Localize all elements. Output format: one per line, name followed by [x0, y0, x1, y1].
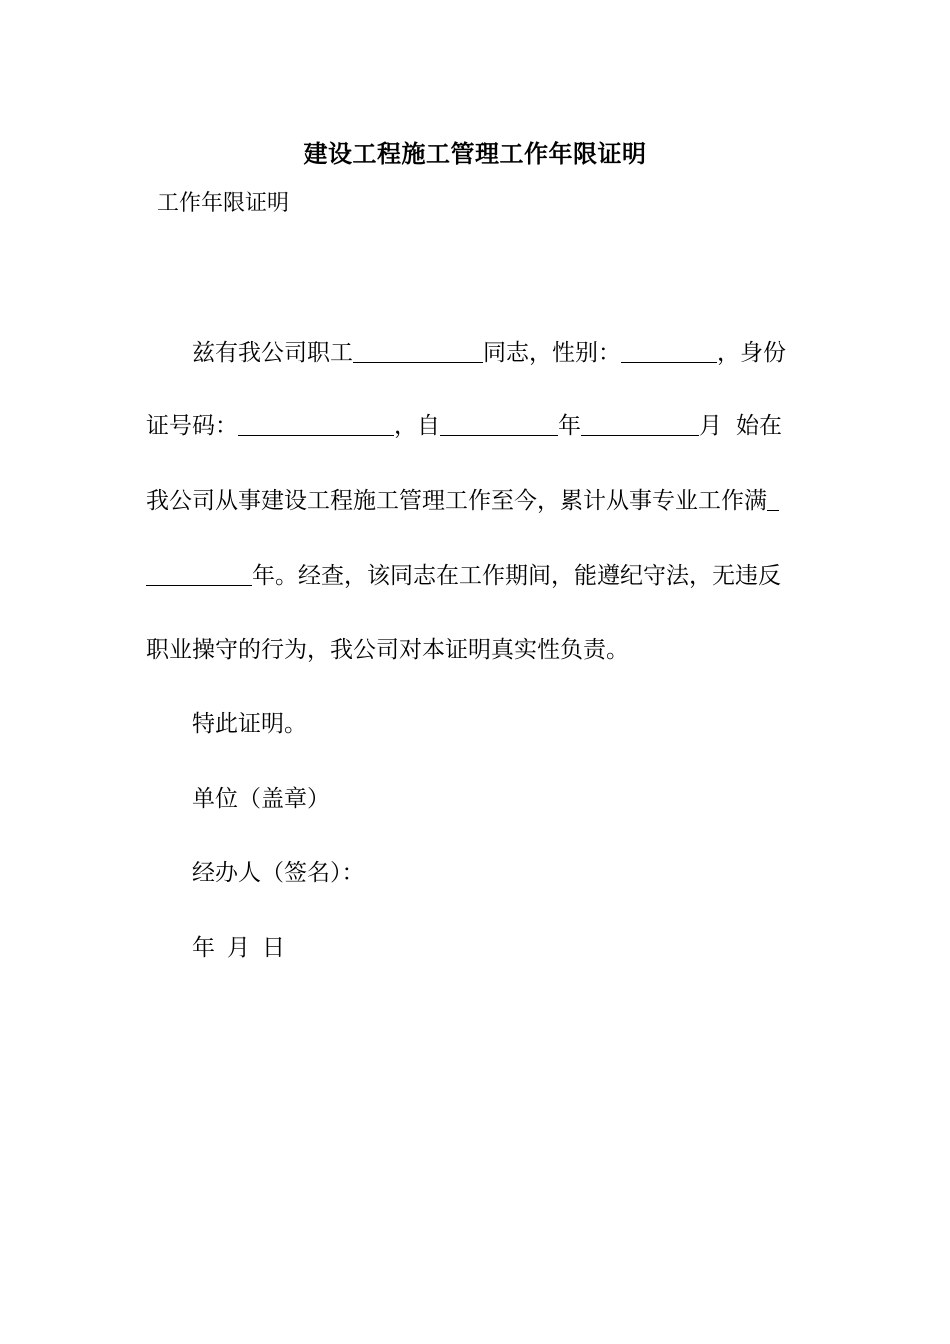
document-subtitle: 工作年限证明: [157, 191, 290, 216]
body-line-2: [146, 411, 806, 441]
body-text: 年: [558, 413, 581, 439]
date-line: [192, 933, 806, 963]
special-statement: 特此证明。: [192, 711, 307, 737]
document-title: 建设工程施工管理工作年限证明: [303, 139, 647, 168]
body-text: ，自: [394, 413, 440, 439]
date-month-label: 月: [227, 935, 250, 961]
body-line-5: [146, 635, 806, 665]
body-text: 始在: [736, 413, 782, 439]
id-number-blank[interactable]: [238, 413, 394, 436]
body-line-4: [146, 561, 806, 591]
years-blank-start[interactable]: [767, 488, 779, 511]
years-blank[interactable]: [146, 563, 252, 586]
body-text: 年。经查，该同志在工作期间，能遵纪守法，无违反: [252, 563, 781, 589]
handler-signature-label: 经办人（签名）：: [192, 860, 365, 886]
body-text: 证号码：: [146, 413, 238, 439]
unit-seal-label: 单位（盖章）: [192, 786, 330, 812]
employee-name-blank[interactable]: [353, 340, 483, 363]
body-text: 职业操守的行为，我公司对本证明真实性负责。: [146, 637, 629, 663]
body-text: 我公司从事建设工程施工管理工作至今，累计从事专业工作满: [146, 488, 767, 514]
start-year-blank[interactable]: [440, 413, 558, 436]
date-day-label: 日: [262, 935, 285, 961]
body-text: 兹有我公司职工: [192, 340, 353, 366]
date-year-label: 年: [192, 935, 215, 961]
body-text: 同志，性别：: [483, 340, 621, 366]
start-month-blank[interactable]: [581, 413, 699, 436]
body-line-1: [192, 338, 806, 368]
body-text: 月: [699, 413, 722, 439]
gender-blank[interactable]: [621, 340, 717, 363]
body-line-3: [146, 486, 806, 516]
body-text: ，身份: [717, 340, 786, 366]
